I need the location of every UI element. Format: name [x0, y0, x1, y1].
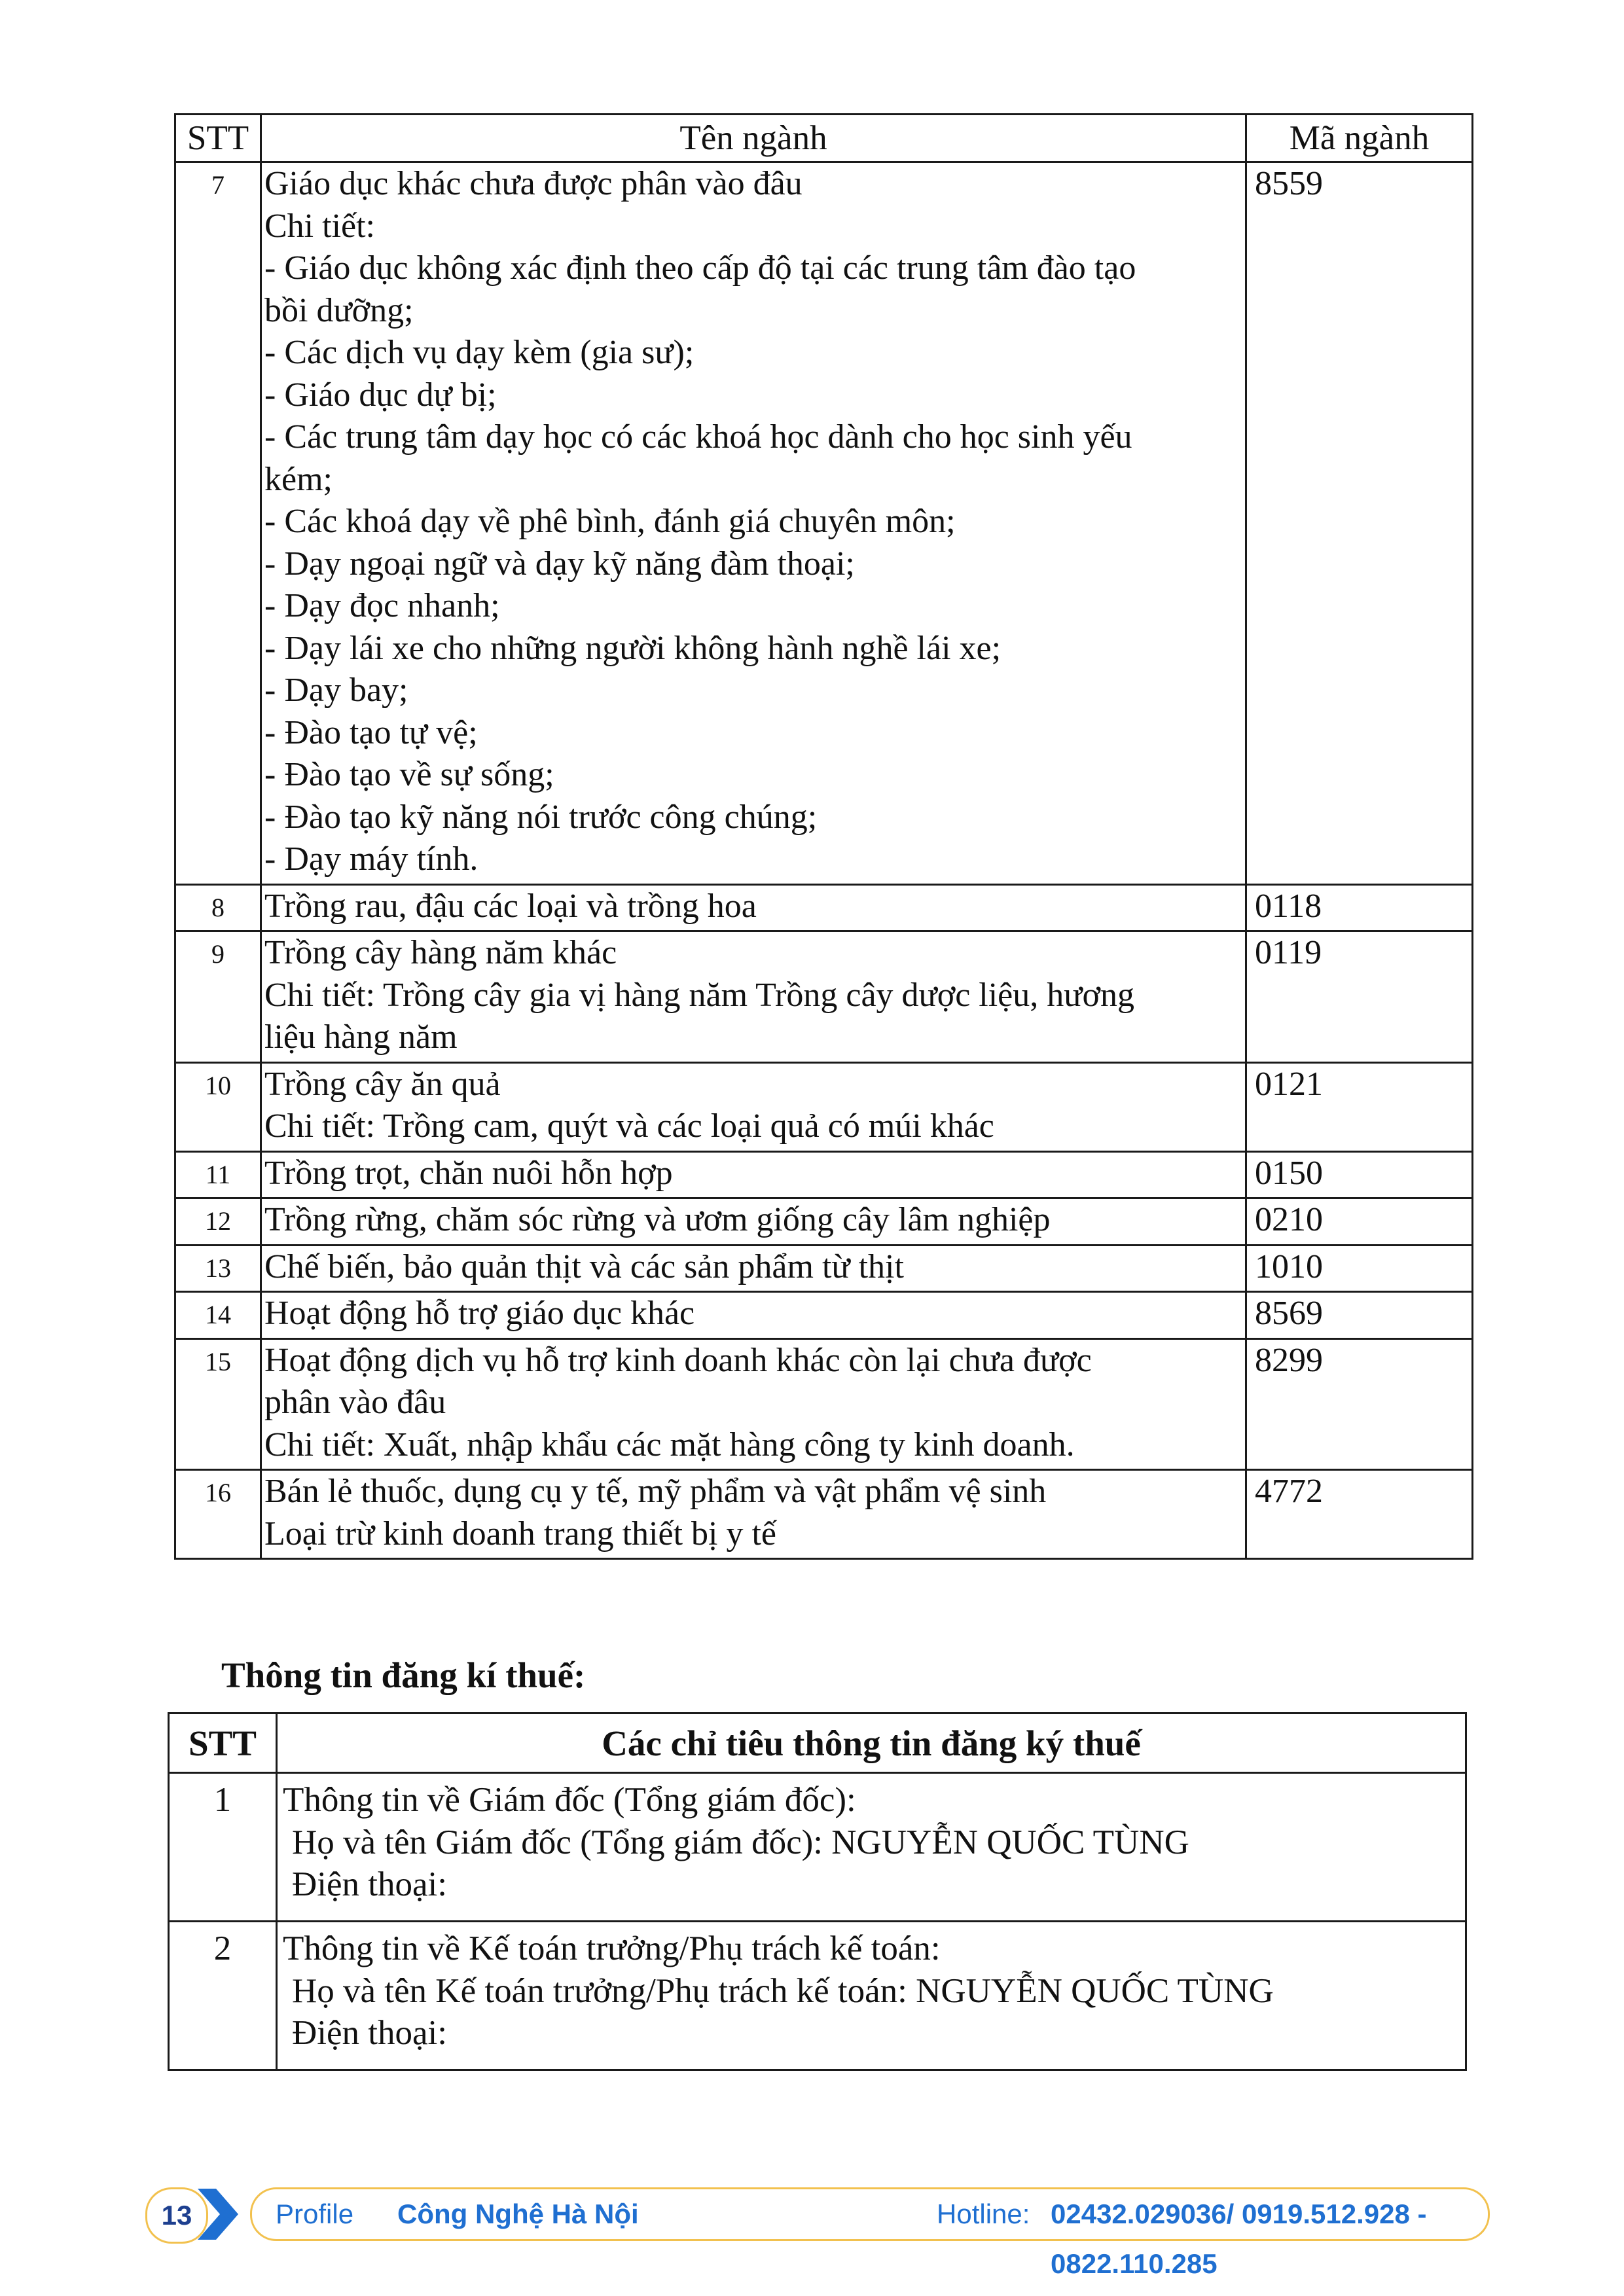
row-name-line: - Đào tạo kỹ năng nói trước công chúng; [264, 798, 818, 836]
row-criteria-line: Họ và tên Kế toán trưởng/Phụ trách kế toán: NGUYỄN QUỐC TÙNG [292, 1971, 1274, 2010]
row-name-line: Trồng rừng, chăm sóc rừng và ươm giống cây lâm nghiệp [264, 1201, 1051, 1238]
row-name-line: Giáo dục khác chưa được phân vào đâu [264, 165, 803, 202]
table-row [175, 1245, 1473, 1292]
row-name-line: - Các trung tâm dạy học có các khoá học dành cho học sinh yếu [264, 418, 1132, 456]
table-row [169, 1773, 1466, 1922]
table-row [175, 1062, 1473, 1151]
row-criteria [277, 1922, 1466, 2070]
table-row [175, 1470, 1473, 1559]
row-stt: 15 [175, 1338, 261, 1470]
table-row [169, 1922, 1466, 2070]
row-name [261, 1062, 1246, 1151]
row-name-line: - Giáo dục không xác định theo cấp độ tại các trung tâm đào tạo [264, 249, 1136, 287]
row-code: 4772 [1246, 1470, 1473, 1559]
row-name [261, 884, 1246, 931]
row-stt: 11 [175, 1151, 261, 1198]
row-name-line: - Dạy máy tính. [264, 840, 478, 878]
row-name-line: liệu hàng năm [264, 1018, 458, 1056]
row-name-line: Chế biến, bảo quản thịt và các sản phẩm từ thịt [264, 1247, 904, 1285]
row-stt: 10 [175, 1062, 261, 1151]
row-name-line: Hoạt động dịch vụ hỗ trợ kinh doanh khác còn lại chưa được [264, 1341, 1092, 1379]
header-criteria: Các chỉ tiêu thông tin đăng ký thuế [277, 1713, 1466, 1773]
row-name-line: - Giáo dục dự bị; [264, 376, 497, 414]
tax-info-heading: Thông tin đăng kí thuế: [221, 1655, 586, 1695]
row-stt: 14 [175, 1292, 261, 1339]
row-stt: 1 [169, 1773, 277, 1922]
row-code: 0118 [1246, 884, 1473, 931]
row-code: 1010 [1246, 1245, 1473, 1292]
page-number-badge: 13 [145, 2187, 208, 2244]
table-row [175, 931, 1473, 1063]
table-row [175, 1338, 1473, 1470]
footer-info-bar [250, 2187, 1490, 2279]
row-name-line: Chi tiết: [264, 207, 375, 245]
table-row [175, 1198, 1473, 1246]
row-code: 8559 [1246, 162, 1473, 885]
row-criteria-line: Thông tin về Giám đốc (Tổng giám đốc): [283, 1781, 856, 1819]
page-footer [140, 2181, 1495, 2279]
hotline-numbers: 02432.029036/ 0919.512.928 - 0822.110.285 [1051, 2198, 1427, 2279]
row-name-line: kém; [264, 460, 333, 498]
row-name-line: Hoạt động hỗ trợ giáo dục khác [264, 1295, 695, 1332]
row-name-line: Trồng cây ăn quả [264, 1065, 501, 1103]
row-name [261, 162, 1246, 885]
row-name-line: Trồng trọt, chăn nuôi hỗn hợp [264, 1154, 673, 1192]
row-name-line: - Các dịch vụ dạy kèm (gia sư); [264, 334, 695, 371]
row-name-line: - Dạy đọc nhanh; [264, 587, 500, 624]
row-name [261, 1198, 1246, 1246]
row-code: 0210 [1246, 1198, 1473, 1246]
chevron-right-icon [194, 2186, 242, 2242]
hotline-label: Hotline: [937, 2198, 1030, 2229]
row-name-line: Loại trừ kinh doanh trang thiết bị y tế [264, 1515, 777, 1552]
row-stt: 7 [175, 162, 261, 885]
row-code: 0150 [1246, 1151, 1473, 1198]
row-name-line: - Dạy ngoại ngữ và dạy kỹ năng đàm thoại; [264, 545, 855, 583]
table-row [175, 1151, 1473, 1198]
row-name-line: - Đào tạo tự vệ; [264, 713, 478, 751]
table-row [175, 162, 1473, 885]
table-header-row [169, 1713, 1466, 1773]
row-stt: 12 [175, 1198, 261, 1246]
row-criteria-line: Điện thoại: [292, 1865, 447, 1903]
row-criteria-line: Thông tin về Kế toán trưởng/Phụ trách kế toán: [283, 1929, 941, 1967]
row-code: 8299 [1246, 1338, 1473, 1470]
row-name-line: phân vào đâu [264, 1384, 446, 1421]
row-code: 0121 [1246, 1062, 1473, 1151]
profile-label: Profile [276, 2198, 354, 2229]
row-name-line: - Dạy lái xe cho những người không hành nghề lái xe; [264, 629, 1001, 667]
header-stt: STT [175, 115, 261, 162]
row-stt: 9 [175, 931, 261, 1063]
row-name [261, 1470, 1246, 1559]
row-name-line: Bán lẻ thuốc, dụng cụ y tế, mỹ phẩm và vật phẩm vệ sinh [264, 1473, 1047, 1510]
tax-info-table [168, 1712, 1467, 2071]
row-stt: 13 [175, 1245, 261, 1292]
row-name [261, 931, 1246, 1063]
row-stt: 2 [169, 1922, 277, 2070]
row-name-line: Chi tiết: Xuất, nhập khẩu các mặt hàng công ty kinh doanh. [264, 1426, 1075, 1463]
row-stt: 8 [175, 884, 261, 931]
row-code: 0119 [1246, 931, 1473, 1063]
row-criteria [277, 1773, 1466, 1922]
company-name: Công Nghệ Hà Nội [397, 2198, 639, 2229]
row-name [261, 1292, 1246, 1339]
row-name-line: Trồng rau, đậu các loại và trồng hoa [264, 887, 757, 925]
table-row [175, 1292, 1473, 1339]
row-name-line: - Đào tạo về sự sống; [264, 756, 554, 793]
row-name [261, 1338, 1246, 1470]
row-name-line: Chi tiết: Trồng cam, quýt và các loại quả có múi khác [264, 1107, 994, 1145]
row-name-line: bồi dưỡng; [264, 291, 414, 329]
table-header-row [175, 115, 1473, 162]
row-code: 8569 [1246, 1292, 1473, 1339]
row-stt: 16 [175, 1470, 261, 1559]
business-lines-table [174, 113, 1473, 1560]
row-name [261, 1151, 1246, 1198]
row-criteria-line: Điện thoại: [292, 2014, 447, 2052]
row-name-line: - Các khoá dạy về phê bình, đánh giá chuyên môn; [264, 503, 956, 540]
header-code: Mã ngành [1246, 115, 1473, 162]
header-stt: STT [169, 1713, 277, 1773]
header-name: Tên ngành [261, 115, 1246, 162]
row-name [261, 1245, 1246, 1292]
row-criteria-line: Họ và tên Giám đốc (Tổng giám đốc): NGUYỄN QUỐC TÙNG [292, 1823, 1189, 1861]
row-name-line: Chi tiết: Trồng cây gia vị hàng năm Trồng cây dược liệu, hương [264, 976, 1134, 1014]
row-name-line: - Dạy bay; [264, 672, 408, 709]
table-row [175, 884, 1473, 931]
row-name-line: Trồng cây hàng năm khác [264, 934, 617, 971]
